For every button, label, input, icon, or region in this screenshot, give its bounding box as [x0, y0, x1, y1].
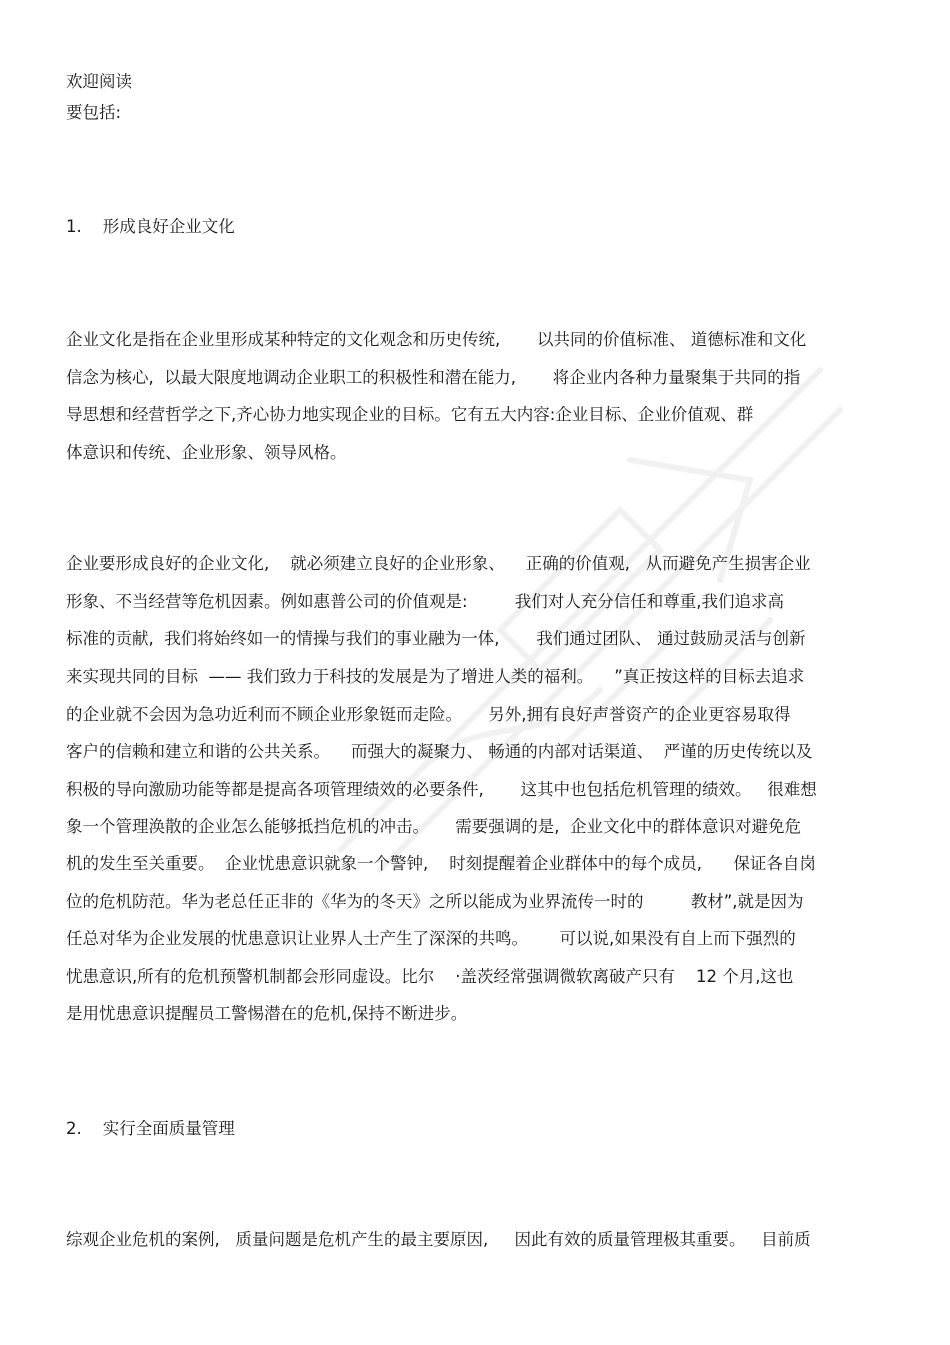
paragraph-line: 导思想和经营哲学之下,齐心协力地实现企业的目标。它有五大内容:企业目标、企业价值观、群	[66, 405, 754, 424]
paragraph-line: 体意识和传统、企业形象、领导风格。	[66, 443, 347, 462]
paragraph-line: 客户的信赖和建立和谐的公共关系。 而强大的凝聚力、 畅通的内部对话渠道、 严谨的历史传统以及	[66, 742, 813, 761]
paragraph-line: 信念为核心, 以最大限度地调动企业职工的积极性和潜在能力, 将企业内各种力量聚集于共同的指	[66, 368, 801, 387]
welcome-text: 欢迎阅读	[66, 72, 132, 91]
paragraph-line: 企业要形成良好的企业文化, 就必须建立良好的企业形象、 正确的价值观, 从而避免产生损害企业	[66, 554, 811, 573]
paragraph-line: 来实现共同的目标 —— 我们致力于科技的发展是为了增进人类的福利。 ”真正按这样的目标去追求	[66, 667, 805, 686]
paragraph-line: 忧患意识,所有的危机预警机制都会形同虚设。比尔 ·盖茨经常强调微软离破产只有 12 个月,这也	[66, 967, 794, 986]
paragraph-line: 综观企业危机的案例, 质量问题是危机产生的最主要原因, 因此有效的质量管理极其重要。 目前质	[66, 1230, 811, 1249]
paragraph-line: 是用忧患意识提醒员工警惕潜在的危机,保持不断进步。	[66, 1004, 468, 1023]
paragraph-line: 机的发生至关重要。 企业忧患意识就象一个警钟, 时刻提醒着企业群体中的每个成员, 保证各自岗	[66, 854, 816, 873]
paragraph-line: 象一个管理涣散的企业怎么能够抵挡危机的冲击。 需要强调的是, 企业文化中的群体意识对避免危	[66, 817, 801, 836]
paragraph-line: 标准的贡献, 我们将始终如一的情操与我们的事业融为一体, 我们通过团队、 通过鼓励灵活与创新	[66, 629, 806, 648]
paragraph-line: 位的危机防范。华为老总任正非的《华为的冬天》之所以能成为业界流传一时的 教材”,就是因为	[66, 892, 804, 911]
paragraph-line: 企业文化是指在企业里形成某种特定的文化观念和历史传统, 以共同的价值标准、 道德标准和文化	[66, 330, 807, 349]
intro-text: 要包括:	[66, 103, 122, 122]
paragraph-line: 形象、不当经营等危机因素。例如惠普公司的价值观是: 我们对人充分信任和尊重,我们追求高	[66, 592, 785, 611]
section-heading: 1. 形成良好企业文化	[66, 217, 235, 236]
paragraph-line: 的企业就不会因为急功近利而不顾企业形象铤而走险。 另外,拥有良好声誉资产的企业更容易取得	[66, 705, 791, 724]
section-heading: 2. 实行全面质量管理	[66, 1119, 235, 1138]
paragraph-line: 积极的导向激励功能等都是提高各项管理绩效的必要条件, 这其中也包括危机管理的绩效。 很难想	[66, 780, 817, 799]
paragraph-line: 任总对华为企业发展的忧患意识让业界人士产生了深深的共鸣。 可以说,如果没有自上而下强烈的	[66, 929, 796, 948]
